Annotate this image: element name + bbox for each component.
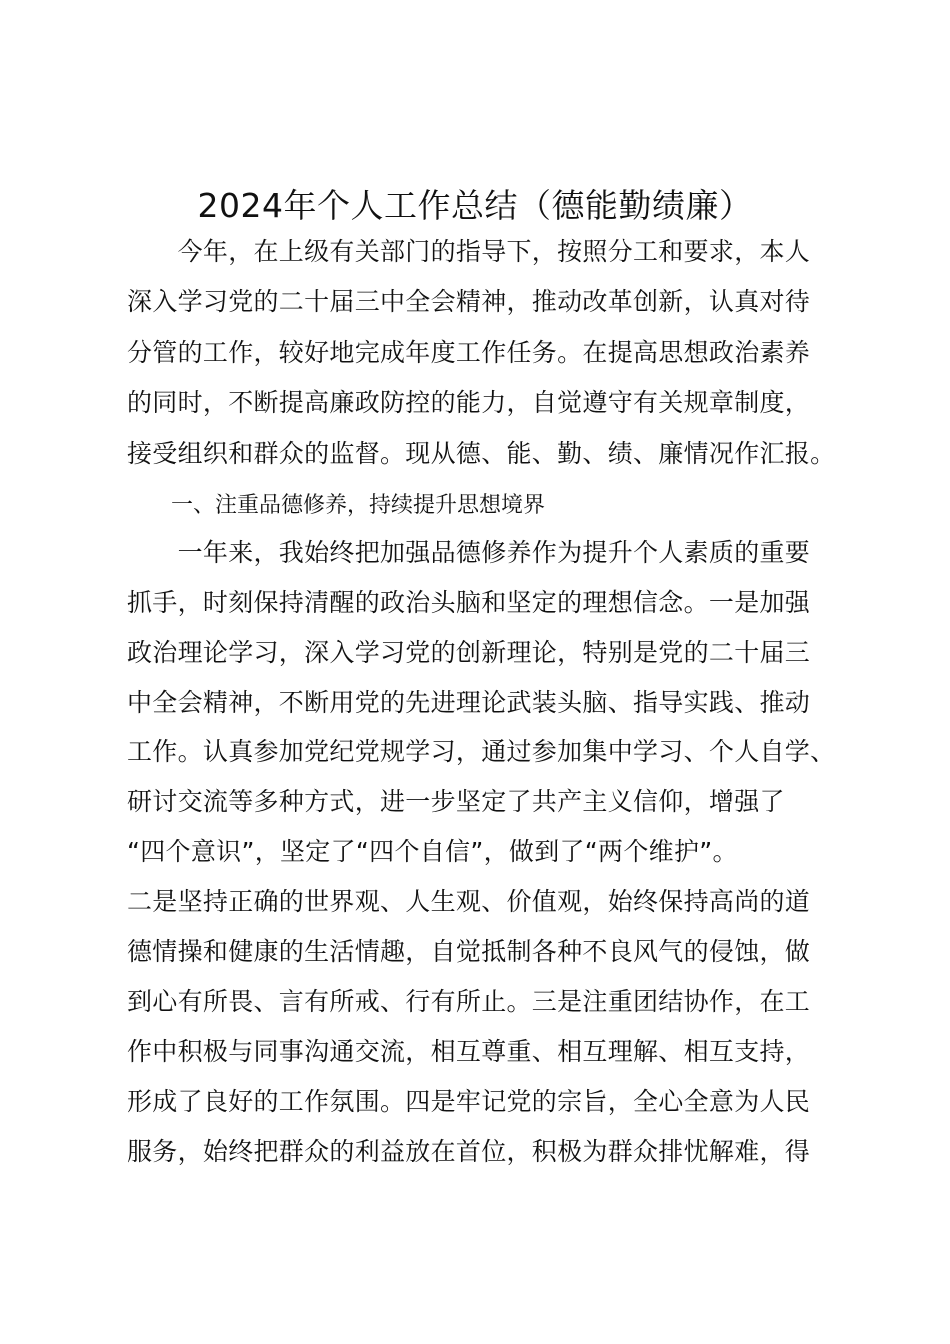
paragraph-line: 深入学习党的二十届三中全会精神，推动改革创新，认真对待 bbox=[127, 287, 811, 316]
paragraph-line: 分管的工作，较好地完成年度工作任务。在提高思想政治素养 bbox=[127, 338, 811, 367]
paragraph-line: 工作。认真参加党纪党规学习，通过参加集中学习、个人自学、 bbox=[127, 737, 836, 766]
paragraph-line: 到心有所畏、言有所戒、行有所止。三是注重团结协作，在工 bbox=[127, 987, 811, 1016]
paragraph-line: 形成了良好的工作氛围。四是牢记党的宗旨，全心全意为人民 bbox=[127, 1087, 811, 1116]
paragraph-line: 抓手，时刻保持清醒的政治头脑和坚定的理想信念。一是加强 bbox=[127, 588, 811, 617]
paragraph-line: 研讨交流等多种方式，进一步坚定了共产主义信仰，增强了 bbox=[127, 787, 785, 816]
paragraph-line: 今年，在上级有关部门的指导下，按照分工和要求，本人 bbox=[127, 237, 811, 266]
paragraph-line: 作中积极与同事沟通交流，相互尊重、相互理解、相互支持， bbox=[127, 1037, 811, 1066]
paragraph-line: 接受组织和群众的监督。现从德、能、勤、绩、廉情况作汇报。 bbox=[127, 439, 836, 468]
document-title: 2024年个人工作总结（德能勤绩廉） bbox=[197, 186, 753, 225]
paragraph-line: “四个意识”，坚定了“四个自信”，做到了“两个维护”。 bbox=[127, 837, 738, 866]
paragraph-line: 中全会精神，不断用党的先进理论武装头脑、指导实践、推动 bbox=[127, 688, 811, 717]
paragraph-line: 的同时，不断提高廉政防控的能力，自觉遵守有关规章制度， bbox=[127, 388, 811, 417]
paragraph-line: 政治理论学习，深入学习党的创新理论，特别是党的二十届三 bbox=[127, 638, 811, 667]
paragraph-line: 德情操和健康的生活情趣，自觉抵制各种不良风气的侵蚀，做 bbox=[127, 937, 811, 966]
section-heading: 一、注重品德修养，持续提升思想境界 bbox=[127, 493, 546, 518]
paragraph-line: 一年来，我始终把加强品德修养作为提升个人素质的重要 bbox=[127, 538, 811, 567]
paragraph-line: 二是坚持正确的世界观、人生观、价值观，始终保持高尚的道 bbox=[127, 887, 811, 916]
paragraph-line: 服务，始终把群众的利益放在首位，积极为群众排忧解难，得 bbox=[127, 1137, 811, 1166]
